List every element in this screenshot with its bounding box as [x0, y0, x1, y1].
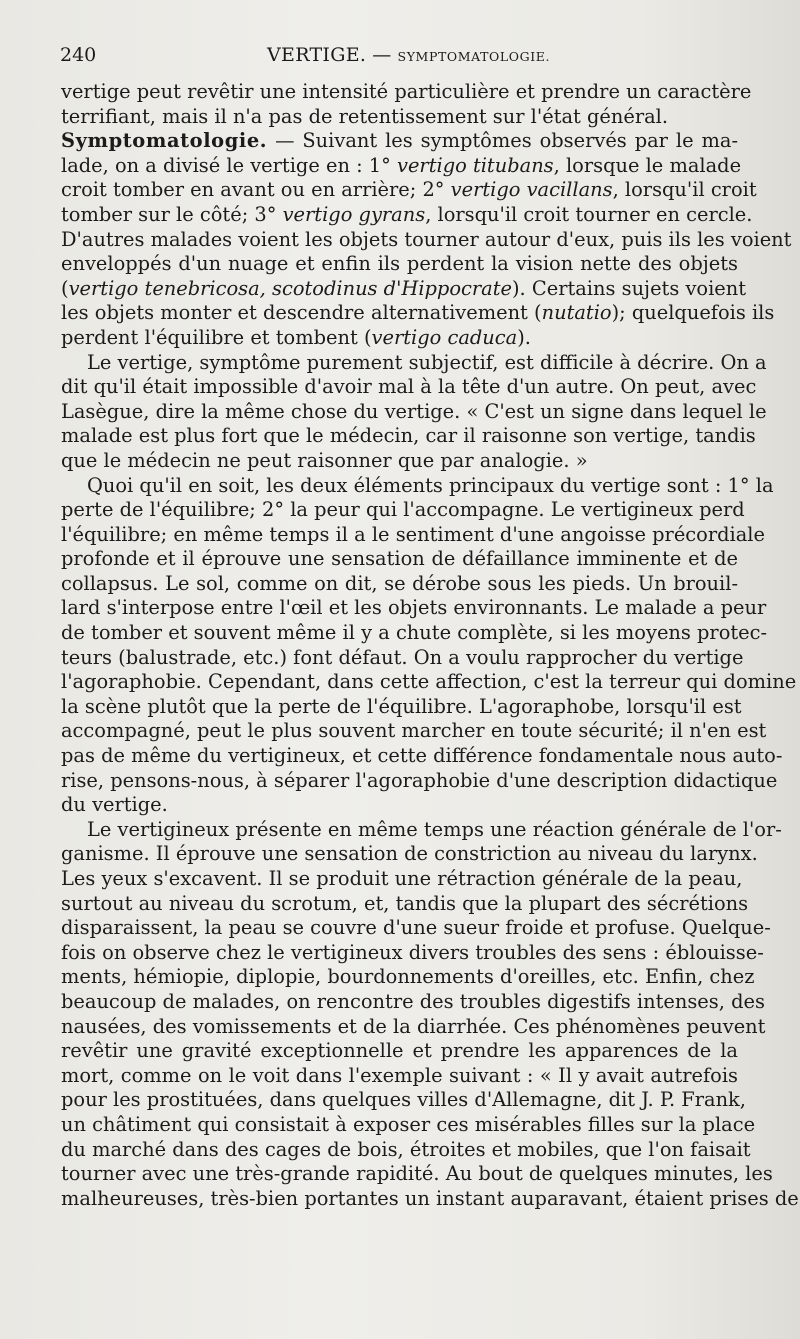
text-line: l'équilibre; en même temps il a le sentiment d'une angoisse précordiale	[61, 522, 765, 546]
text-line: profonde et il éprouve une sensation de défaillance imminente et de	[61, 547, 738, 571]
text-line: du marché dans des cages de bois, étroites et mobiles, que l'on faisait	[61, 1137, 751, 1161]
text-line: dit qu'il était impossible d'avoir mal à la tête d'un autre. On peut, avec	[61, 375, 757, 399]
text-line: disparaissent, la peau se couvre d'une sueur froide et profuse. Quelque-	[61, 916, 771, 940]
text-line: enveloppés d'un nuage et enfin ils perdent la vision nette des objets	[61, 252, 738, 276]
text-line: tourner avec une très-grande rapidité. Au bout de quelques minutes, les	[61, 1162, 773, 1186]
text-line: tomber sur le côté; 3° vertigo gyrans, lorsqu'il croit tourner en cercle.	[61, 202, 753, 226]
text-line: la scène plutôt que la perte de l'équilibre. L'agoraphobe, lorsqu'il est	[61, 694, 742, 718]
text-line: Le vertige, symptôme purement subjectif, est difficile à décrire. On a	[87, 350, 767, 374]
text-line: ments, hémiopie, diplopie, bourdonnements d'oreilles, etc. Enfin, chez	[61, 965, 755, 989]
text-line: collapsus. Le sol, comme on dit, se dérobe sous les pieds. Un brouil-	[61, 571, 738, 595]
text-line: pour les prostituées, dans quelques villes d'Allemagne, dit J. P. Frank,	[61, 1088, 746, 1112]
text-line: Les yeux s'excavent. Il se produit une rétraction générale de la peau,	[61, 867, 743, 890]
text-line: lade, on a divisé le vertige en : 1° vertigo titubans, lorsque le malade	[61, 153, 742, 177]
text-line: accompagné, peut le plus souvent marcher en toute sécurité; il n'en est	[61, 719, 767, 743]
page-header	[60, 44, 740, 74]
text-line: perte de l'équilibre; 2° la peur qui l'accompagne. Le vertigineux perd	[61, 498, 745, 522]
text-line: l'agoraphobie. Cependant, dans cette affection, c'est la terreur qui domine	[61, 670, 797, 694]
text-line: Le vertigineux présente en même temps une réaction générale de l'or-	[87, 817, 782, 841]
text-line: vertige peut revêtir une intensité particulière et prendre un caractère	[61, 80, 752, 103]
text-line: teurs (balustrade, etc.) font défaut. On a voulu rapprocher du vertige	[61, 645, 744, 669]
text-line: de tomber et souvent même il y a chute complète, si les moyens protec-	[61, 621, 768, 645]
text-line: Lasègue, dire la même chose du vertige. « C'est un signe dans lequel le	[61, 399, 767, 423]
text-line: lard s'interpose entre l'œil et les objets environnants. Le malade a peur	[61, 596, 767, 620]
text-line: que le médecin ne peut raisonner que par analogie. »	[61, 448, 588, 472]
text-line: malheureuses, très-bien portantes un instant auparavant, étaient prises de	[61, 1186, 799, 1210]
page-number: 240	[60, 44, 97, 66]
text-line: revêtir une gravité exceptionnelle et prendre les apparences de la	[61, 1039, 738, 1063]
text-line: nausées, des vomissements et de la diarrhée. Ces phénomènes peuvent	[61, 1014, 766, 1038]
running-head-section: SYMPTOMATOLOGIE.	[397, 49, 551, 64]
text-line: mort, comme on le voit dans l'exemple suivant : « Il y avait autrefois	[61, 1063, 738, 1087]
running-head	[267, 44, 550, 66]
text-line: croit tomber en avant ou en arrière; 2° vertigo vacillans, lorsqu'il croit	[61, 178, 757, 202]
text-line: surtout au niveau du scrotum, et, tandis que la plupart des sécrétions	[61, 891, 749, 915]
running-head-title: VERTIGE.	[267, 44, 367, 66]
text-line: malade est plus fort que le médecin, car il raisonne son vertige, tandis	[61, 424, 756, 448]
text-line: du vertige.	[61, 793, 168, 817]
section-heading: Symptomatologie.	[61, 129, 268, 153]
text-line: ganisme. Il éprouve une sensation de constriction au niveau du larynx.	[61, 842, 758, 866]
text-line: Quoi qu'il en soit, les deux éléments principaux du vertige sont : 1° la	[87, 473, 774, 497]
text-line: perdent l'équilibre et tombent (vertigo caduca).	[61, 325, 531, 349]
text-line: beaucoup de malades, on rencontre des troubles digestifs intenses, des	[61, 989, 765, 1013]
text-line: fois on observe chez le vertigineux divers troubles des sens : éblouisse-	[61, 940, 764, 964]
text-line: terrifiant, mais il n'a pas de retentissement sur l'état général.	[61, 104, 669, 128]
running-head-separator: —	[372, 44, 392, 66]
text-line: les objets monter et descendre alternativement (nutatio); quelquefois ils	[61, 301, 775, 325]
text-line: un châtiment qui consistait à exposer ces misérables filles sur la place	[61, 1112, 756, 1136]
text-line: pas de même du vertigineux, et cette différence fondamentale nous auto-	[61, 744, 783, 768]
text-line: rise, pensons-nous, à séparer l'agoraphobie d'une description didactique	[61, 768, 778, 792]
text-line: (vertigo tenebricosa, scotodinus d'Hippocrate). Certains sujets voient	[61, 276, 747, 300]
text-line: Symptomatologie. — Suivant les symptômes observés par le ma-	[61, 129, 738, 153]
body-text	[61, 80, 799, 1211]
text-line: D'autres malades voient les objets tourner autour d'eux, puis ils les voient	[61, 227, 792, 251]
